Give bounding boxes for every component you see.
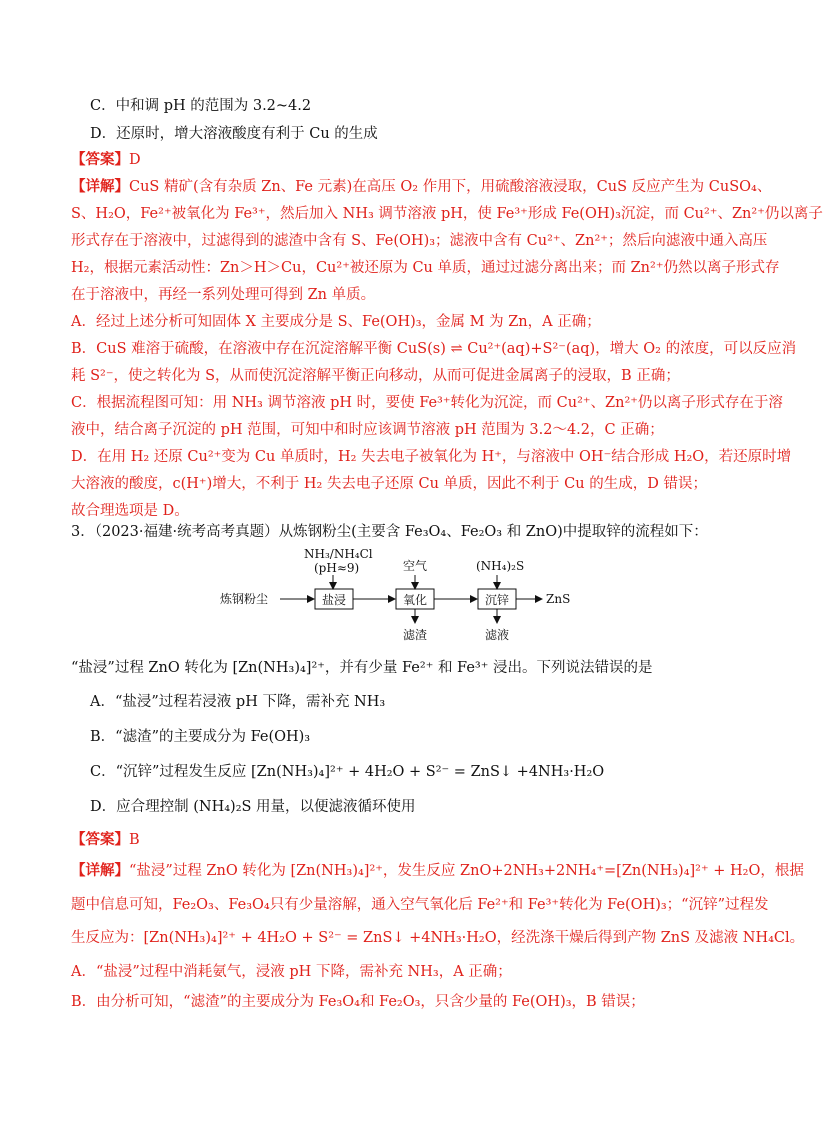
- q3-option-d: D．应合理控制 (NH₄)₂S 用量，以便滤液循环使用: [90, 799, 416, 815]
- flow-step-1: 盐浸: [322, 593, 347, 607]
- q3-detail-text: “盐浸”过程 ZnO 转化为 [Zn(NH₃)₄]²⁺，发生反应 ZnO+2NH₃+2NH₄⁺=[Zn(NH₃)₄]²⁺ + H₂O，根据: [129, 863, 804, 879]
- detail-label: 【详解】: [71, 178, 129, 195]
- prev-detail-line-7: B．CuS 难溶于硫酸，在溶液中存在沉淀溶解平衡 CuS(s) ⇌ Cu²⁺(aq)+S²⁻(aq)，增大 O₂ 的浓度，可以反应消: [71, 341, 797, 357]
- prev-detail-line-11: D．在用 H₂ 还原 Cu²⁺变为 Cu 单质时，H₂ 失去电子被氧化为 H⁺，与溶液中 OH⁻结合形成 H₂O，若还原时增: [71, 449, 792, 465]
- flow-input: 炼钢粉尘: [220, 592, 269, 606]
- flow-out-3: 滤液: [485, 628, 510, 642]
- q3-detail-line-4: A．“盐浸”过程中消耗氨气，浸液 pH 下降，需补充 NH₃，A 正确；: [71, 964, 512, 980]
- prev-detail-line-3: 形式存在于溶液中，过滤得到的滤渣中含有 S、Fe(OH)₃；滤液中含有 Cu²⁺、Zn²⁺；然后向滤液中通入高压: [71, 233, 768, 249]
- q3-detail-line-3: 生反应为：[Zn(NH₃)₄]²⁺ + 4H₂O + S²⁻ = ZnS↓ +4NH₃·H₂O，经洗涤干燥后得到产物 ZnS 及滤液 NH₄Cl。: [71, 930, 805, 946]
- prev-detail-line-1: [71, 177, 771, 197]
- flow-reagent-1-line2: (pH≈9): [314, 561, 360, 575]
- process-flow-diagram: [220, 545, 590, 645]
- prev-answer: [71, 150, 141, 170]
- option-d-prev: D．还原时，增大溶液酸度有利于 Cu 的生成: [90, 126, 378, 142]
- q3-answer: [71, 830, 140, 850]
- question-3-note: “盐浸”过程 ZnO 转化为 [Zn(NH₃)₄]²⁺，并有少量 Fe²⁺ 和 Fe³⁺ 浸出。下列说法错误的是: [71, 660, 653, 676]
- prev-detail-line-10: 液中，结合离子沉淀的 pH 范围，可知中和时应该调节溶液 pH 范围为 3.2～4.2，C 正确；: [71, 422, 664, 438]
- answer-value: D: [129, 152, 141, 168]
- flow-product: ZnS: [546, 592, 571, 606]
- option-c-prev: C．中和调 pH 的范围为 3.2~4.2: [90, 98, 312, 114]
- detail-text: CuS 精矿(含有杂质 Zn、Fe 元素)在高压 O₂ 作用下，用硫酸溶液浸取，CuS 反应产生为 CuSO₄、: [129, 179, 772, 195]
- q3-detail-label: 【详解】: [71, 862, 129, 879]
- prev-detail-line-13: 故合理选项是 D。: [71, 503, 189, 519]
- prev-detail-line-6: A．经过上述分析可知固体 X 主要成分是 S、Fe(OH)₃，金属 M 为 Zn，A 正确；: [71, 314, 601, 330]
- q3-detail-line-5: B．由分析可知，“滤渣”的主要成分为 Fe₃O₄和 Fe₂O₃，只含少量的 Fe(OH)₃，B 错误；: [71, 994, 645, 1010]
- flow-step-2: 氧化: [403, 593, 428, 607]
- prev-detail-line-12: 大溶液的酸度，c(H⁺)增大，不利于 H₂ 失去电子还原 Cu 单质，因此不利于 Cu 的生成，D 错误；: [71, 476, 707, 492]
- q3-option-b: B．“滤渣”的主要成分为 Fe(OH)₃: [90, 729, 311, 745]
- q3-answer-label: 【答案】: [71, 831, 129, 848]
- q3-detail-line-2: 题中信息可知，Fe₂O₃、Fe₃O₄只有少量溶解，通入空气氧化后 Fe²⁺和 Fe³⁺转化为 Fe(OH)₃；“沉锌”过程发: [71, 897, 769, 913]
- prev-detail-line-9: C．根据流程图可知：用 NH₃ 调节溶液 pH 时，要使 Fe³⁺转化为沉淀，而 Cu²⁺、Zn²⁺仍以离子形式存在于溶: [71, 395, 783, 411]
- flow-reagent-2: 空气: [403, 559, 428, 573]
- prev-detail-line-4: H₂，根据元素活动性：Zn＞H＞Cu，Cu²⁺被还原为 Cu 单质，通过过滤分离出来；而 Zn²⁺仍然以离子形式存: [71, 260, 780, 276]
- flow-reagent-3: (NH₄)₂S: [476, 559, 525, 573]
- flow-reagent-1-line1: NH₃/NH₄Cl: [304, 547, 373, 561]
- flow-out-2: 滤渣: [403, 628, 428, 642]
- question-3-stem: 3．（2023·福建·统考高考真题）从炼钢粉尘(主要含 Fe₃O₄、Fe₂O₃ 和 ZnO)中提取锌的流程如下：: [71, 524, 708, 540]
- prev-detail-line-5: 在于溶液中，再经一系列处理可得到 Zn 单质。: [71, 287, 376, 303]
- q3-answer-value: B: [129, 832, 140, 848]
- answer-label: 【答案】: [71, 151, 129, 168]
- prev-detail-line-2: S、H₂O，Fe²⁺被氧化为 Fe³⁺，然后加入 NH₃ 调节溶液 pH，使 Fe³⁺形成 Fe(OH)₃沉淀，而 Cu²⁺、Zn²⁺仍以离子: [71, 206, 823, 222]
- prev-detail-line-8: 耗 S²⁻，使之转化为 S，从而使沉淀溶解平衡正向移动，从而可促进金属离子的浸取，B 正确；: [71, 368, 680, 384]
- flow-step-3: 沉锌: [485, 593, 510, 607]
- q3-detail-line-1: [71, 861, 804, 881]
- q3-option-c: C．“沉锌”过程发生反应 [Zn(NH₃)₄]²⁺ + 4H₂O + S²⁻ = ZnS↓ +4NH₃·H₂O: [90, 764, 605, 780]
- q3-option-a: A．“盐浸”过程若浸液 pH 下降，需补充 NH₃: [90, 694, 386, 710]
